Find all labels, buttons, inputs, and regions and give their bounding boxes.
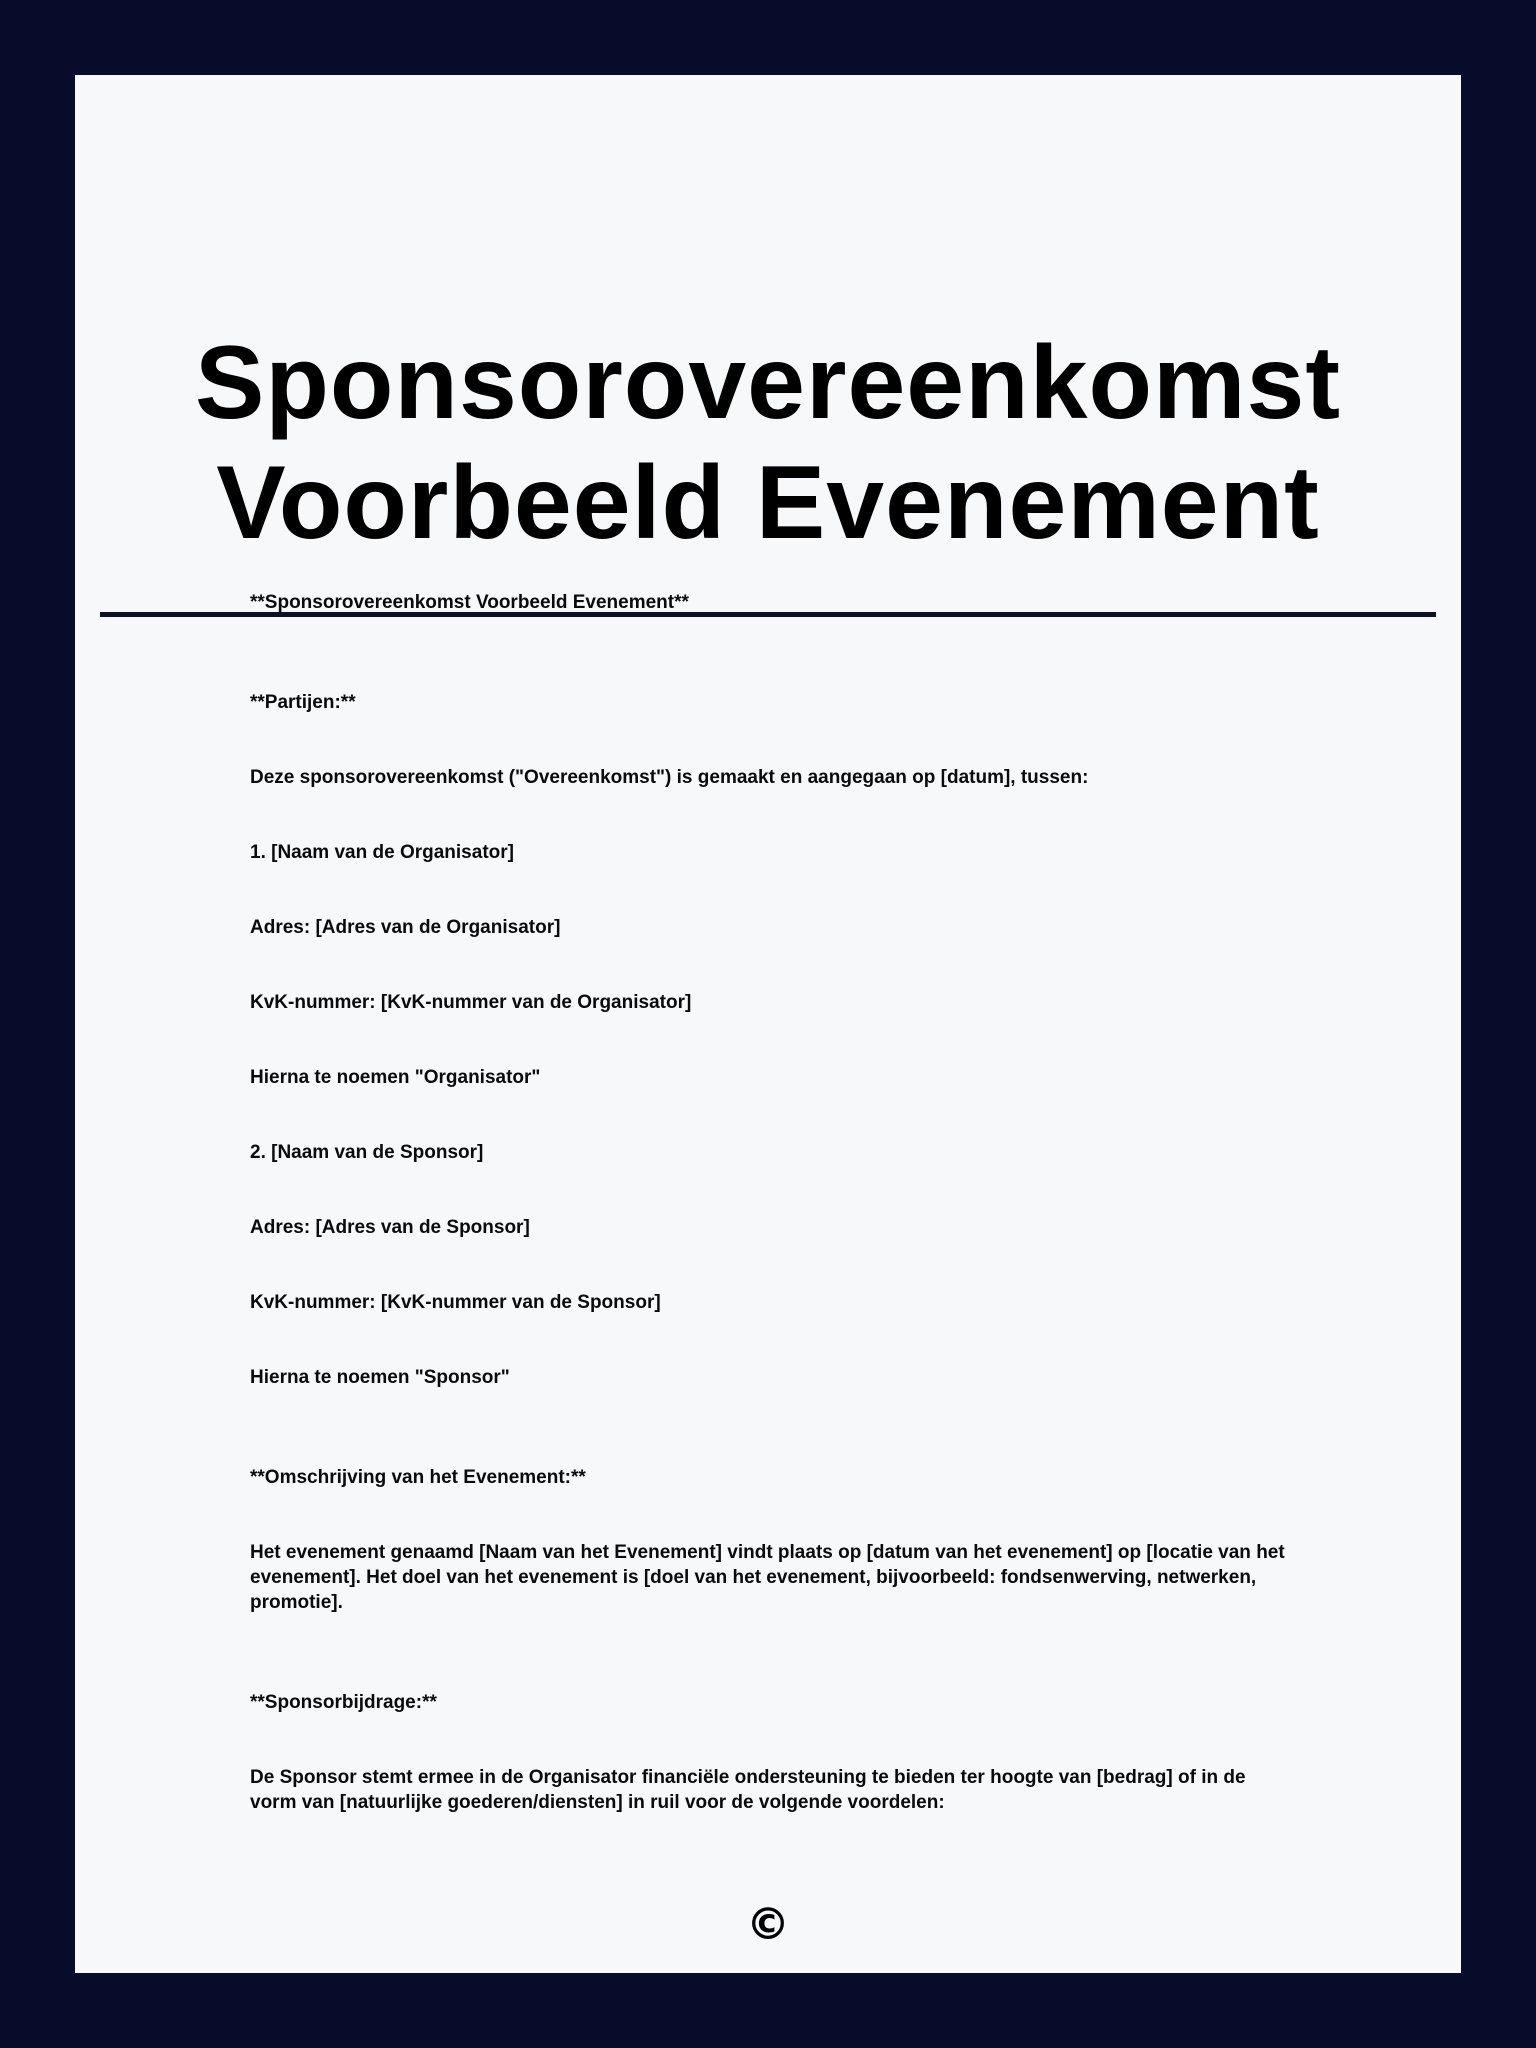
party-1-name: 1. [Naam van de Organisator] xyxy=(250,842,514,863)
party-2-name: 2. [Naam van de Sponsor] xyxy=(250,1142,484,1163)
heading-sponsorbijdrage: **Sponsorbijdrage:** xyxy=(250,1692,437,1713)
paragraph-sponsorbijdrage: De Sponsor stemt ermee in de Organisator financiële ondersteuning te bieden ter hoogte van [bedrag] of in de vorm van [natuurlijke goederen/diensten] in ruil voor de volgende voordelen: xyxy=(250,1767,1246,1813)
heading-document: **Sponsorovereenkomst Voorbeeld Evenement** xyxy=(250,592,689,613)
heading-omschrijving: **Omschrijving van het Evenement:** xyxy=(250,1467,586,1488)
party-1-alias: Hierna te noemen "Organisator" xyxy=(250,1067,541,1088)
party-1-kvk: KvK-nummer: [KvK-nummer van de Organisator] xyxy=(250,992,692,1013)
paragraph-evenement: Het evenement genaamd [Naam van het Evenement] vindt plaats op [datum van het evenement] op [locatie van het evenement]. Het doel van het evenement is [doel van het evenement, bijvoorbeeld: fondsenwerving, netwerken, promotie]. xyxy=(250,1542,1285,1613)
document-page xyxy=(75,75,1461,1973)
heading-partijen: **Partijen:** xyxy=(250,692,356,713)
paragraph-intro: Deze sponsorovereenkomst ("Overeenkomst") is gemaakt en aangegaan op [datum], tussen: xyxy=(250,767,1089,788)
party-1-address: Adres: [Adres van de Organisator] xyxy=(250,917,561,938)
party-2-address: Adres: [Adres van de Sponsor] xyxy=(250,1217,530,1238)
title-line-1: Sponsorovereenkomst xyxy=(195,325,1341,441)
copyright-icon: © xyxy=(746,1899,790,1950)
document-title xyxy=(75,323,1461,563)
title-line-2: Voorbeeld Evenement xyxy=(216,445,1320,561)
party-2-alias: Hierna te noemen "Sponsor" xyxy=(250,1367,510,1388)
party-2-kvk: KvK-nummer: [KvK-nummer van de Sponsor] xyxy=(250,1292,661,1313)
